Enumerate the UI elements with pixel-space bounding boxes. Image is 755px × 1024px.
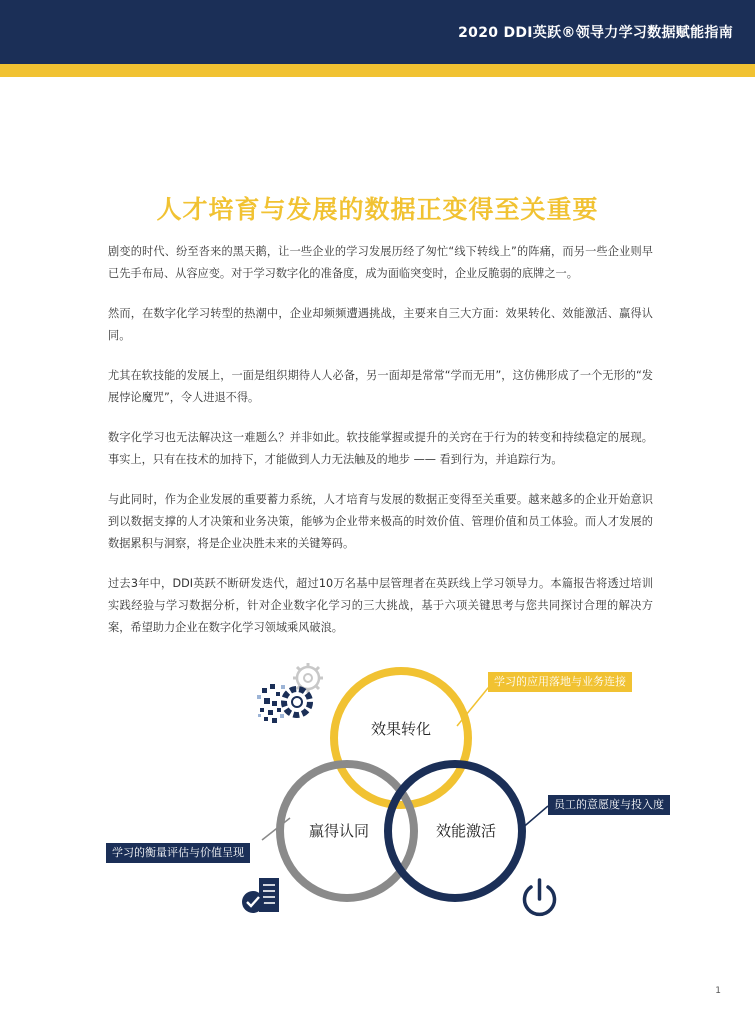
header-accent-stripe: [0, 64, 755, 77]
paragraph-4: 数字化学习也无法解决这一难题么？并非如此。软技能掌握或提升的关窍在于行为的转变和持续稳定的展现。事实上，只有在技术的加持下，才能做到人力无法触及的地步 —— 看到行为，并追踪行为。: [108, 431, 653, 466]
header-title: 2020 DDI英跃®领导力学习数据赋能指南: [458, 25, 733, 41]
power-icon: [525, 880, 555, 914]
circle-effect-conversion: [334, 671, 468, 805]
callout-engagement: 员工的意愿度与投入度: [548, 795, 670, 815]
connector-line-left: [262, 818, 290, 840]
page-title: 人才培育与发展的数据正变得至关重要: [156, 195, 599, 224]
callout-application: 学习的应用落地与业务连接: [488, 672, 632, 692]
header-bar: [0, 0, 755, 64]
venn-diagram-svg: [0, 640, 755, 940]
paragraph-5: 与此同时，作为企业发展的重要蓄力系统，人才培育与发展的数据正变得至关重要。越来越多的企业开始意识到以数据支撑的人才决策和业务决策，能够为企业带来极高的时效价值、管理价值和员工体验。而人才发展的数据累积与洞察，将是企业决胜未来的关键筹码。: [108, 493, 653, 550]
circle-label-effect: 效果转化: [370, 720, 432, 738]
circle-label-efficiency: 效能激活: [435, 822, 497, 840]
paragraph-6: 过去3年中，DDI英跃不断研发迭代，超过10万名基中层管理者在英跃线上学习领导力。本篇报告将透过培训实践经验与学习数据分析，针对企业数字化学习的三大挑战，基于六项关键思考与您共同探讨合理的解决方案，希望助力企业在数字化学习领域乘风破浪。: [108, 577, 653, 634]
document-check-icon: [242, 878, 279, 913]
gear-data-icon: [257, 663, 323, 723]
paragraph-2: 然而，在数字化学习转型的热潮中，企业却频频遭遇挑战，主要来自三大方面：效果转化、效能激活、赢得认同。: [108, 307, 653, 342]
paragraph-3: 尤其在软技能的发展上，一面是组织期待人人必备，另一面却是常常“学而无用”，这仿佛形成了一个无形的“发展悖论魔咒”，令人进退不得。: [108, 369, 653, 404]
circle-label-recognition: 赢得认同: [308, 822, 370, 840]
callout-evaluation: 学习的衡量评估与价值呈现: [106, 843, 250, 863]
body-text: [108, 241, 653, 657]
venn-diagram: [0, 640, 755, 940]
page-number: 1: [715, 986, 721, 996]
paragraph-1: 剧变的时代、纷至沓来的黑天鹅，让一些企业的学习发展历经了匆忙“线下转线上”的阵痛，而另一些企业则早已先手布局、从容应变。对于学习数字化的准备度，成为面临突变时，企业反脆弱的底牌之一。: [108, 245, 653, 280]
